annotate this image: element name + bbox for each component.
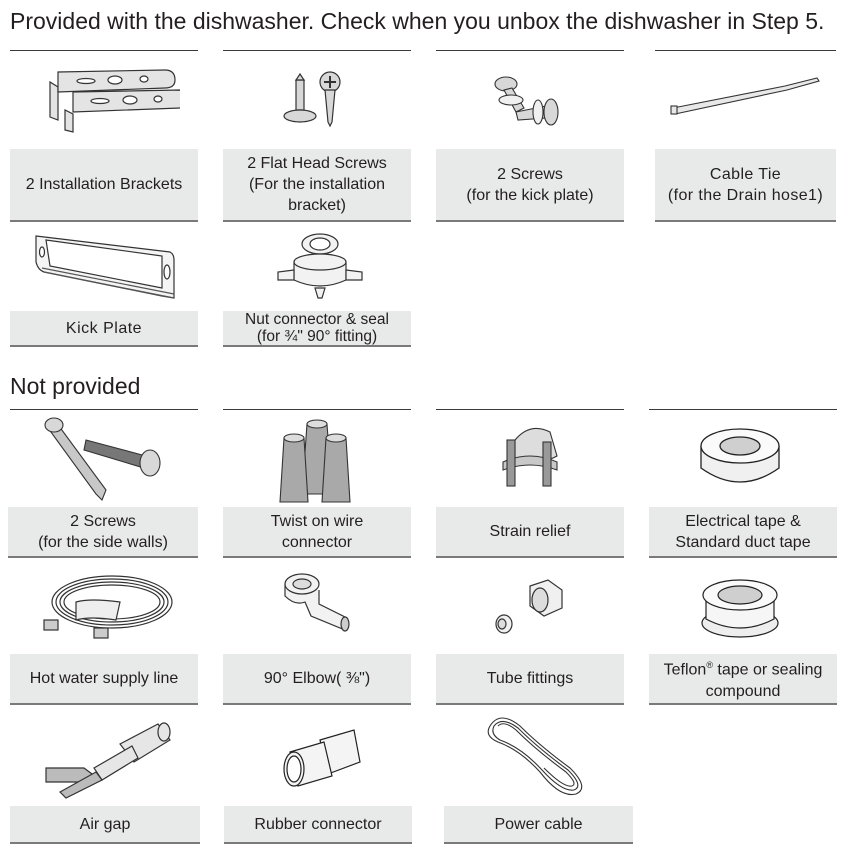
label-text: Twist on wire xyxy=(270,512,364,530)
divider xyxy=(223,409,411,410)
item-label-cable-tie xyxy=(655,149,836,222)
item-label-rubber-connector xyxy=(224,806,412,844)
label-text: Nut connector & seal xyxy=(245,311,389,328)
divider xyxy=(10,409,198,410)
item-label-elbow xyxy=(223,654,411,705)
item-label-power-cable xyxy=(444,806,633,844)
label-text: bracket) xyxy=(288,197,346,214)
side-wall-screws-icon xyxy=(40,414,165,504)
cable-tie-icon xyxy=(665,72,830,122)
label-text: (for the kick plate) xyxy=(466,186,594,204)
label-text: Electrical tape & xyxy=(685,512,801,530)
item-label-tube-fittings xyxy=(436,654,624,705)
label-text: compound xyxy=(705,682,781,700)
power-cable-icon xyxy=(480,712,595,798)
label-text: connector xyxy=(281,533,353,551)
label-text: 90° Elbow( ⅜") xyxy=(263,670,371,687)
item-label-teflon-tape xyxy=(649,654,837,705)
item-label-side-wall-screws xyxy=(8,507,198,558)
rubber-connector-icon xyxy=(280,728,365,793)
divider xyxy=(436,50,624,51)
label-text: 2 Flat Head Screws xyxy=(247,155,387,172)
installation-brackets-icon xyxy=(30,62,180,137)
item-label-wire-connector xyxy=(223,507,411,558)
label-text: Teflon® tape or sealing xyxy=(663,660,823,679)
divider xyxy=(223,50,411,51)
wire-connector-icon xyxy=(270,414,365,504)
elbow-fitting-icon xyxy=(275,570,355,640)
label-text: Air gap xyxy=(79,815,131,833)
label-text: Cable Tie xyxy=(709,165,782,183)
item-label-electrical-tape xyxy=(649,507,837,558)
provided-heading: Provided with the dishwasher. Check when you unbox the dishwasher in Step 5. xyxy=(10,8,825,34)
kick-plate-icon xyxy=(30,232,180,302)
divider xyxy=(10,50,198,51)
air-gap-icon xyxy=(40,718,175,800)
tube-fittings-icon xyxy=(490,578,570,638)
item-label-kick-plate-screws xyxy=(436,149,624,222)
item-label-nut-connector xyxy=(223,311,411,347)
water-supply-line-icon xyxy=(30,568,175,643)
tape-roll-icon xyxy=(695,426,785,491)
label-text: Standard duct tape xyxy=(675,533,811,551)
item-label-installation-brackets xyxy=(10,149,198,222)
label-text: (for the Drain hose1) xyxy=(667,186,824,204)
item-label-air-gap xyxy=(10,806,200,844)
divider xyxy=(436,409,624,410)
item-label-kick-plate xyxy=(10,311,198,347)
kick-plate-screws-icon xyxy=(486,72,576,132)
label-text: Strain relief xyxy=(489,523,571,540)
divider xyxy=(649,409,837,410)
strain-relief-icon xyxy=(495,420,565,490)
label-text: 2 Installation Brackets xyxy=(25,176,183,193)
label-text: (For the installation xyxy=(248,176,386,193)
label-text: (for the side walls) xyxy=(38,533,168,551)
label-text: Tube fittings xyxy=(486,670,574,687)
item-label-water-supply-line xyxy=(10,654,198,705)
item-label-strain-relief xyxy=(436,507,624,558)
not-provided-heading: Not provided xyxy=(10,373,141,399)
label-text: 2 Screws xyxy=(497,165,563,183)
item-label-flat-head-screws xyxy=(223,149,411,222)
divider xyxy=(655,50,836,51)
label-text: Kick Plate xyxy=(65,319,143,337)
label-text: Rubber connector xyxy=(254,815,382,833)
teflon-tape-icon xyxy=(700,575,780,643)
label-text: (for ¾" 90° fitting) xyxy=(256,328,378,345)
label-text: 2 Screws xyxy=(70,512,136,530)
nut-connector-icon xyxy=(260,232,380,304)
flat-head-screws-icon xyxy=(270,70,370,130)
label-text: Hot water supply line xyxy=(29,670,179,687)
label-text: Power cable xyxy=(494,815,583,833)
